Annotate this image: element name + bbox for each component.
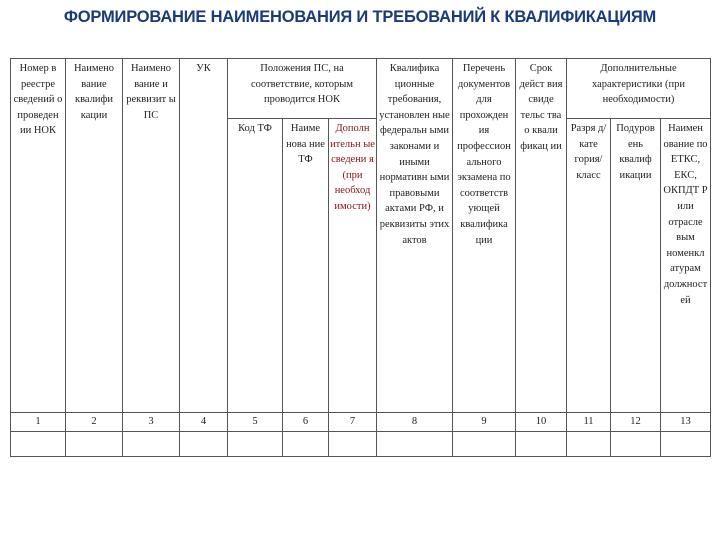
column-number: 10 xyxy=(516,413,567,432)
empty-cell xyxy=(329,432,377,457)
header-qualification-requirements: Квалифика ционные требования, установлен ные федеральн ыми законами и иными нормативн ыми правовыми актами РФ, и реквизиты этих актов xyxy=(377,59,453,413)
header-standard-name: Наимено вание и реквизит ы ПС xyxy=(123,59,180,413)
empty-cell xyxy=(180,432,228,457)
header-additional-info: Дополн ительн ые сведени я (при необход имости) xyxy=(329,119,377,413)
empty-cell xyxy=(377,432,453,457)
header-qualification-name: Наимено вание квалифи кации xyxy=(66,59,123,413)
header-sublevel: Подуров ень квалиф икации xyxy=(611,119,661,413)
header-tf-name: Наиме нова ние ТФ xyxy=(283,119,329,413)
empty-cell xyxy=(567,432,611,457)
column-number: 7 xyxy=(329,413,377,432)
empty-cell xyxy=(66,432,123,457)
column-number: 11 xyxy=(567,413,611,432)
column-number: 2 xyxy=(66,413,123,432)
header-additional-characteristics: Дополнительные характеристики (при необходимости) xyxy=(567,59,711,119)
header-tf-code: Код ТФ xyxy=(228,119,283,413)
column-number-row xyxy=(11,413,711,432)
header-certificate-term: Срок дейст вия свиде тельс тва о квали фикац ии xyxy=(516,59,567,413)
empty-cell xyxy=(661,432,711,457)
column-number: 9 xyxy=(453,413,516,432)
column-number: 13 xyxy=(661,413,711,432)
empty-cell xyxy=(11,432,66,457)
empty-cell xyxy=(516,432,567,457)
column-number: 3 xyxy=(123,413,180,432)
column-number: 1 xyxy=(11,413,66,432)
header-uk: УК xyxy=(180,59,228,413)
column-number: 5 xyxy=(228,413,283,432)
empty-cell xyxy=(228,432,283,457)
qualification-table xyxy=(10,58,711,457)
empty-cell xyxy=(453,432,516,457)
empty-cell xyxy=(123,432,180,457)
header-grade-category: Разря д/кате гория/ класс xyxy=(567,119,611,413)
column-number: 8 xyxy=(377,413,453,432)
empty-cell xyxy=(283,432,329,457)
page-title: ФОРМИРОВАНИЕ НАИМЕНОВАНИЯ И ТРЕБОВАНИЙ К КВАЛИФИКАЦИЯМ xyxy=(63,8,657,26)
header-ps-provisions: Положения ПС, на соответствие, которым проводится НОК xyxy=(228,59,377,119)
header-documents-list: Перечень документов для прохожден ия профессион ального экзамена по соответств ующей квалифика ции xyxy=(453,59,516,413)
empty-data-row xyxy=(11,432,711,457)
column-number: 12 xyxy=(611,413,661,432)
empty-cell xyxy=(611,432,661,457)
header-etks-name: Наимен ование по ЕТКС, ЕКС, ОКПДТ Р или отрасле вым номенкл атурам должност ей xyxy=(661,119,711,413)
column-number: 6 xyxy=(283,413,329,432)
header-registry-number: Номер в реестре сведений о проведен ии НОК xyxy=(11,59,66,413)
column-number: 4 xyxy=(180,413,228,432)
